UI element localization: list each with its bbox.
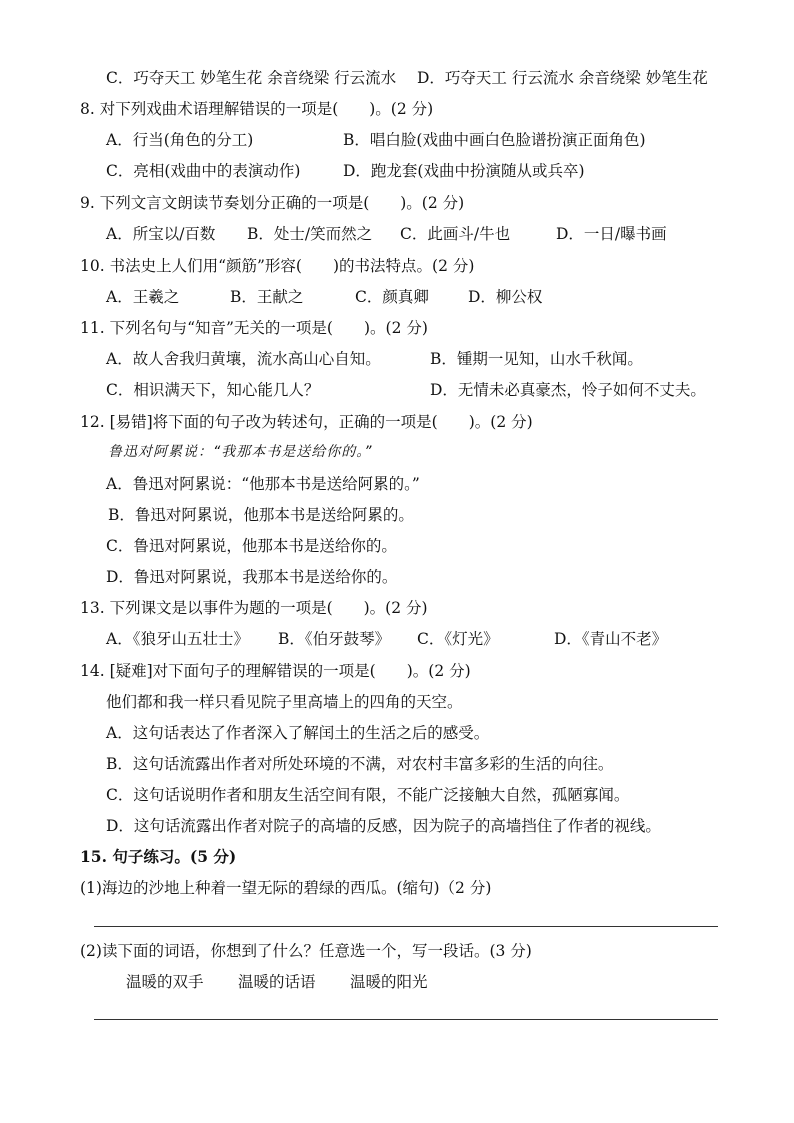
q10-option-d: D．柳公权 — [468, 288, 543, 306]
q11-option-d: D．无情未必真豪杰，怜子如何不丈夫。 — [430, 381, 706, 399]
q10-option-c: C．颜真卿 — [355, 288, 429, 306]
q8-option-c: C．亮相(戏曲中的表演动作) — [106, 162, 301, 180]
q13-option-d: D．《青山不老》 — [554, 630, 668, 648]
q9-stem: 9. 下列文言文朗读节奏划分正确的一项是( )。(2 分) — [80, 194, 465, 212]
answer-line-2[interactable] — [94, 1019, 718, 1020]
q15-part1: (1)海边的沙地上种着一望无际的碧绿的西瓜。(缩句)（2 分) — [80, 879, 492, 897]
q8-stem: 8. 对下列戏曲术语理解错误的一项是( )。(2 分) — [80, 100, 434, 118]
q9-option-a: A．所宝以/百数 — [106, 225, 216, 243]
q8-option-d: D．跑龙套(戏曲中扮演随从或兵卒) — [343, 162, 585, 180]
q10-stem: 10. 书法史上人们用“颜筋”形容( )的书法特点。(2 分) — [80, 257, 475, 275]
q10-option-b: B．王献之 — [230, 288, 304, 306]
q13-stem: 13. 下列课文是以事件为题的一项是( )。(2 分) — [80, 599, 428, 617]
q12-option-a: A．鲁迅对阿累说：“他那本书是送给阿累的。” — [106, 475, 420, 493]
q11-option-a: A．故人舍我归黄壤，流水高山心自知。 — [106, 350, 381, 368]
q14-option-a: A．这句话表达了作者深入了解闰土的生活之后的感受。 — [106, 724, 490, 742]
q15-part2: (2)读下面的词语，你想到了什么？任意选一个，写一段话。(3 分) — [80, 942, 532, 960]
q8-option-b: B．唱白脸(戏曲中画白色脸谱扮演正面角色) — [343, 131, 646, 149]
q15-word-3: 温暖的阳光 — [350, 973, 428, 991]
q9-option-d: D．一日/曝书画 — [556, 225, 667, 243]
q8-option-a: A．行当(角色的分工) — [106, 131, 254, 149]
q13-option-a: A．《狼牙山五壮士》 — [106, 630, 249, 648]
q14-option-b: B．这句话流露出作者对所处环境的不满，对农村丰富多彩的生活的向往。 — [106, 755, 614, 773]
q15-title: 15. 句子练习。(5 分) — [80, 847, 237, 866]
q10-option-a: A．王羲之 — [106, 288, 180, 306]
q14-sentence: 他们都和我一样只看见院子里高墙上的四角的天空。 — [106, 693, 463, 711]
q7-option-d: D．巧夺天工 行云流水 余音绕梁 妙笔生花 — [417, 69, 708, 87]
q12-stem: 12. [易错]将下面的句子改为转述句，正确的一项是( )。(2 分) — [80, 413, 533, 431]
q13-option-b: B．《伯牙鼓琴》 — [278, 630, 391, 648]
q12-quote: 鲁迅对阿累说：“我那本书是送给你的。” — [108, 444, 373, 460]
q12-option-d: D．鲁迅对阿累说，我那本书是送给你的。 — [106, 568, 398, 586]
q12-option-c: C．鲁迅对阿累说，他那本书是送给你的。 — [106, 537, 397, 555]
answer-line-1[interactable] — [94, 926, 718, 927]
q14-option-c: C．这句话说明作者和朋友生活空间有限，不能广泛接触大自然，孤陋寡闻。 — [106, 786, 630, 804]
q11-option-b: B．锺期一见知，山水千秋闻。 — [430, 350, 643, 368]
q11-option-c: C．相识满天下，知心能几人？ — [106, 381, 320, 399]
q15-word-1: 温暖的双手 — [126, 973, 204, 991]
q13-option-c: C．《灯光》 — [417, 630, 499, 648]
q14-stem: 14. [疑难]对下面句子的理解错误的一项是( )。(2 分) — [80, 662, 471, 680]
q14-option-d: D．这句话流露出作者对院子的高墙的反感，因为院子的高墙挡住了作者的视线。 — [106, 817, 661, 835]
q7-option-c: C．巧夺天工 妙笔生花 余音绕梁 行云流水 — [106, 69, 397, 87]
q9-option-b: B．处士/笑而然之 — [247, 225, 373, 243]
q11-stem: 11. 下列名句与“知音”无关的一项是( )。(2 分) — [80, 319, 428, 337]
q9-option-c: C．此画斗/牛也 — [400, 225, 511, 243]
q12-option-b: B．鲁迅对阿累说，他那本书是送给阿累的。 — [108, 506, 414, 524]
q15-word-2: 温暖的话语 — [238, 973, 316, 991]
